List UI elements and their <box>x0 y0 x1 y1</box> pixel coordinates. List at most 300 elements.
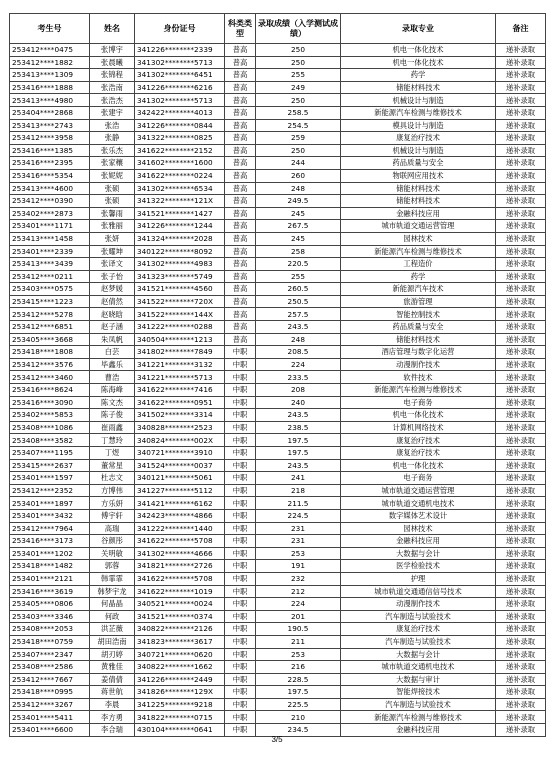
cell-exam-number: 253412****5278 <box>10 308 90 321</box>
cell-exam-number: 253401****3432 <box>10 509 90 522</box>
cell-major: 机械设计与制造 <box>341 144 496 157</box>
table-row <box>10 547 546 560</box>
cell-score: 224.5 <box>256 509 341 522</box>
cell-id-number: 340824********002X <box>135 434 225 447</box>
cell-category: 中职 <box>225 434 256 447</box>
cell-exam-number: 253412****0211 <box>10 270 90 283</box>
cell-remark: 递补录取 <box>496 421 546 434</box>
cell-name: 蒋世航 <box>90 686 135 699</box>
cell-major: 机电一体化技术 <box>341 409 496 422</box>
cell-remark: 递补录取 <box>496 459 546 472</box>
cell-category: 中职 <box>225 635 256 648</box>
table-row <box>10 384 546 397</box>
cell-major: 模具设计与制造 <box>341 119 496 132</box>
cell-name: 张子怡 <box>90 270 135 283</box>
cell-remark: 递补录取 <box>496 497 546 510</box>
cell-name: 关明敏 <box>90 547 135 560</box>
cell-exam-number: 253404****2868 <box>10 106 90 119</box>
cell-major: 药品质量与安全 <box>341 321 496 334</box>
table-row <box>10 44 546 57</box>
table-row <box>10 535 546 548</box>
cell-remark: 递补录取 <box>496 686 546 699</box>
cell-name: 张雅丽 <box>90 220 135 233</box>
cell-major: 数字媒体艺术设计 <box>341 509 496 522</box>
cell-id-number: 341802********7849 <box>135 346 225 359</box>
cell-id-number: 340504********1213 <box>135 333 225 346</box>
table-row <box>10 182 546 195</box>
cell-remark: 递补录取 <box>496 434 546 447</box>
cell-major: 城市轨道交通运营管理 <box>341 484 496 497</box>
cell-remark: 递补录取 <box>496 283 546 296</box>
cell-id-number: 341622********5708 <box>135 572 225 585</box>
cell-exam-number: 253413****2743 <box>10 119 90 132</box>
table-row <box>10 598 546 611</box>
cell-remark: 递补录取 <box>496 94 546 107</box>
cell-score: 243.5 <box>256 321 341 334</box>
cell-id-number: 341227********5112 <box>135 484 225 497</box>
cell-id-number: 341522********144X <box>135 308 225 321</box>
cell-id-number: 341221********5713 <box>135 371 225 384</box>
cell-major: 金融科技应用 <box>341 207 496 220</box>
cell-remark: 递补录取 <box>496 623 546 636</box>
cell-category: 普高 <box>225 69 256 82</box>
cell-category: 中职 <box>225 421 256 434</box>
cell-remark: 递补录取 <box>496 106 546 119</box>
cell-score: 267.5 <box>256 220 341 233</box>
cell-category: 中职 <box>225 396 256 409</box>
cell-exam-number: 253416****5354 <box>10 169 90 182</box>
cell-name: 李晨 <box>90 698 135 711</box>
cell-major: 计算机网络技术 <box>341 421 496 434</box>
cell-major: 机械设计与制造 <box>341 94 496 107</box>
cell-score: 208 <box>256 384 341 397</box>
cell-category: 普高 <box>225 144 256 157</box>
cell-name: 张浩 <box>90 119 135 132</box>
cell-remark: 递补录取 <box>496 711 546 724</box>
cell-name: 韩霏霏 <box>90 572 135 585</box>
cell-exam-number: 253401****1597 <box>10 472 90 485</box>
cell-major: 金融科技应用 <box>341 724 496 737</box>
cell-category: 中职 <box>225 598 256 611</box>
cell-category: 普高 <box>225 169 256 182</box>
cell-exam-number: 253413****3439 <box>10 258 90 271</box>
header-exam-number: 考生号 <box>10 14 90 44</box>
table-row <box>10 258 546 271</box>
cell-exam-number: 253401****1171 <box>10 220 90 233</box>
cell-id-number: 341222********1440 <box>135 522 225 535</box>
cell-name: 郭蓉 <box>90 560 135 573</box>
cell-category: 普高 <box>225 56 256 69</box>
cell-name: 李方勇 <box>90 711 135 724</box>
table-row <box>10 396 546 409</box>
cell-name: 何政 <box>90 610 135 623</box>
table-row <box>10 106 546 119</box>
cell-major: 新能源汽车检测与维修技术 <box>341 711 496 724</box>
cell-name: 陈文杰 <box>90 396 135 409</box>
header-major: 录取专业 <box>341 14 496 44</box>
cell-exam-number: 253401****2339 <box>10 245 90 258</box>
cell-id-number: 341225********9218 <box>135 698 225 711</box>
table-row <box>10 81 546 94</box>
table-row <box>10 333 546 346</box>
cell-exam-number: 253412****3576 <box>10 358 90 371</box>
cell-major: 储能材料技术 <box>341 333 496 346</box>
cell-category: 中职 <box>225 547 256 560</box>
cell-exam-number: 253401****1202 <box>10 547 90 560</box>
cell-remark: 递补录取 <box>496 245 546 258</box>
cell-id-number: 341302********6451 <box>135 69 225 82</box>
cell-remark: 递补录取 <box>496 648 546 661</box>
cell-remark: 递补录取 <box>496 673 546 686</box>
cell-id-number: 341226********0844 <box>135 119 225 132</box>
cell-remark: 递补录取 <box>496 585 546 598</box>
cell-major: 新能源汽车检测与维修技术 <box>341 245 496 258</box>
cell-category: 中职 <box>225 509 256 522</box>
cell-category: 中职 <box>225 346 256 359</box>
cell-score: 245 <box>256 207 341 220</box>
cell-category: 中职 <box>225 358 256 371</box>
cell-id-number: 430104********0641 <box>135 724 225 737</box>
cell-category: 中职 <box>225 409 256 422</box>
cell-exam-number: 253416****8624 <box>10 384 90 397</box>
cell-exam-number: 253416****1385 <box>10 144 90 157</box>
cell-exam-number: 253412****1882 <box>10 56 90 69</box>
cell-major: 储能材料技术 <box>341 81 496 94</box>
table-row <box>10 283 546 296</box>
cell-score: 211.5 <box>256 497 341 510</box>
cell-category: 中职 <box>225 472 256 485</box>
table-row <box>10 686 546 699</box>
cell-major: 机电一体化技术 <box>341 56 496 69</box>
table-row <box>10 409 546 422</box>
cell-name: 李合瑞 <box>90 724 135 737</box>
cell-id-number: 341226********6216 <box>135 81 225 94</box>
cell-score: 260.5 <box>256 283 341 296</box>
cell-exam-number: 253416****2395 <box>10 157 90 170</box>
cell-category: 普高 <box>225 81 256 94</box>
cell-remark: 递补录取 <box>496 358 546 371</box>
cell-remark: 递补录取 <box>496 661 546 674</box>
cell-exam-number: 253403****0575 <box>10 283 90 296</box>
cell-exam-number: 253412****3460 <box>10 371 90 384</box>
table-row <box>10 711 546 724</box>
cell-id-number: 342422********4013 <box>135 106 225 119</box>
cell-score: 260 <box>256 169 341 182</box>
cell-score: 254.5 <box>256 119 341 132</box>
cell-score: 238.5 <box>256 421 341 434</box>
cell-major: 康复治疗技术 <box>341 132 496 145</box>
cell-remark: 递补录取 <box>496 472 546 485</box>
cell-score: 243.5 <box>256 459 341 472</box>
cell-score: 201 <box>256 610 341 623</box>
cell-exam-number: 253413****4600 <box>10 182 90 195</box>
cell-score: 250 <box>256 56 341 69</box>
cell-id-number: 341602********1600 <box>135 157 225 170</box>
cell-category: 普高 <box>225 333 256 346</box>
cell-id-number: 340822********2126 <box>135 623 225 636</box>
cell-exam-number: 253418****1808 <box>10 346 90 359</box>
cell-name: 张硕 <box>90 195 135 208</box>
cell-remark: 递补录取 <box>496 207 546 220</box>
cell-remark: 递补录取 <box>496 182 546 195</box>
cell-id-number: 341521********1427 <box>135 207 225 220</box>
cell-category: 中职 <box>225 447 256 460</box>
cell-score: 224 <box>256 598 341 611</box>
cell-score: 210 <box>256 711 341 724</box>
cell-category: 中职 <box>225 661 256 674</box>
table-row <box>10 119 546 132</box>
cell-name: 傅宇轩 <box>90 509 135 522</box>
table-row <box>10 195 546 208</box>
cell-remark: 递补录取 <box>496 69 546 82</box>
cell-remark: 递补录取 <box>496 371 546 384</box>
cell-major: 康复治疗技术 <box>341 434 496 447</box>
cell-score: 248 <box>256 182 341 195</box>
cell-category: 普高 <box>225 232 256 245</box>
table-row <box>10 69 546 82</box>
cell-score: 248 <box>256 333 341 346</box>
cell-exam-number: 253408****2586 <box>10 661 90 674</box>
cell-id-number: 341221********3132 <box>135 358 225 371</box>
table-row <box>10 472 546 485</box>
cell-category: 中职 <box>225 648 256 661</box>
cell-category: 普高 <box>225 94 256 107</box>
cell-exam-number: 253413****4980 <box>10 94 90 107</box>
cell-category: 普高 <box>225 283 256 296</box>
cell-remark: 递补录取 <box>496 522 546 535</box>
cell-remark: 递补录取 <box>496 333 546 346</box>
table-row <box>10 245 546 258</box>
cell-remark: 递补录取 <box>496 321 546 334</box>
cell-category: 中职 <box>225 686 256 699</box>
cell-category: 普高 <box>225 258 256 271</box>
cell-remark: 递补录取 <box>496 635 546 648</box>
cell-id-number: 341226********2449 <box>135 673 225 686</box>
cell-category: 普高 <box>225 220 256 233</box>
cell-exam-number: 253408****1086 <box>10 421 90 434</box>
cell-exam-number: 253408****2053 <box>10 623 90 636</box>
cell-major: 动漫制作技术 <box>341 358 496 371</box>
cell-remark: 递补录取 <box>496 195 546 208</box>
cell-major: 智能控制技术 <box>341 308 496 321</box>
cell-major: 护理 <box>341 572 496 585</box>
cell-score: 250 <box>256 94 341 107</box>
cell-major: 大数据与会计 <box>341 648 496 661</box>
table-row <box>10 661 546 674</box>
cell-remark: 递补录取 <box>496 44 546 57</box>
cell-id-number: 341302********5713 <box>135 56 225 69</box>
table-row <box>10 509 546 522</box>
cell-exam-number: 253416****1888 <box>10 81 90 94</box>
cell-major: 软件技术 <box>341 371 496 384</box>
cell-exam-number: 253412****7964 <box>10 522 90 535</box>
cell-remark: 递补录取 <box>496 56 546 69</box>
cell-id-number: 341622********1019 <box>135 585 225 598</box>
cell-remark: 递补录取 <box>496 610 546 623</box>
table-row <box>10 585 546 598</box>
cell-category: 普高 <box>225 308 256 321</box>
cell-score: 197.5 <box>256 434 341 447</box>
page-number: 3/5 <box>271 735 283 744</box>
cell-category: 中职 <box>225 572 256 585</box>
cell-score: 220.5 <box>256 258 341 271</box>
cell-score: 249 <box>256 81 341 94</box>
cell-id-number: 341322********0825 <box>135 132 225 145</box>
cell-name: 毕鑫乐 <box>90 358 135 371</box>
cell-name: 陈子俊 <box>90 409 135 422</box>
cell-score: 191 <box>256 560 341 573</box>
cell-major: 城市轨道交通机电技术 <box>341 497 496 510</box>
cell-exam-number: 253415****2637 <box>10 459 90 472</box>
cell-exam-number: 253416****3090 <box>10 396 90 409</box>
cell-score: 240 <box>256 396 341 409</box>
table-row <box>10 132 546 145</box>
header-id-number: 身份证号 <box>135 14 225 44</box>
cell-major: 汽车制造与试验技术 <box>341 698 496 711</box>
cell-remark: 递补录取 <box>496 81 546 94</box>
cell-category: 中职 <box>225 560 256 573</box>
cell-id-number: 341302********4983 <box>135 258 225 271</box>
cell-major: 储能材料技术 <box>341 182 496 195</box>
cell-exam-number: 253405****0806 <box>10 598 90 611</box>
cell-exam-number: 253401****2121 <box>10 572 90 585</box>
table-row <box>10 207 546 220</box>
cell-major: 储能材料技术 <box>341 195 496 208</box>
cell-remark: 递补录取 <box>496 724 546 737</box>
table-row <box>10 673 546 686</box>
cell-category: 中职 <box>225 497 256 510</box>
table-row <box>10 169 546 182</box>
cell-remark: 递补录取 <box>496 132 546 145</box>
cell-category: 普高 <box>225 321 256 334</box>
cell-category: 中职 <box>225 698 256 711</box>
cell-score: 197.5 <box>256 686 341 699</box>
table-row <box>10 560 546 573</box>
cell-remark: 递补录取 <box>496 547 546 560</box>
cell-exam-number: 253412****0475 <box>10 44 90 57</box>
cell-remark: 递补录取 <box>496 484 546 497</box>
cell-name: 韩梦宇龙 <box>90 585 135 598</box>
cell-id-number: 341521********0374 <box>135 610 225 623</box>
cell-category: 普高 <box>225 119 256 132</box>
cell-id-number: 341522********720X <box>135 295 225 308</box>
cell-score: 211 <box>256 635 341 648</box>
table-row <box>10 321 546 334</box>
cell-name: 胡刃婷 <box>90 648 135 661</box>
cell-score: 225.5 <box>256 698 341 711</box>
cell-name: 赵梦媛 <box>90 283 135 296</box>
cell-id-number: 341302********6534 <box>135 182 225 195</box>
table-row <box>10 94 546 107</box>
cell-major: 药学 <box>341 270 496 283</box>
table-row <box>10 698 546 711</box>
cell-remark: 递补录取 <box>496 447 546 460</box>
cell-score: 232 <box>256 572 341 585</box>
cell-exam-number: 253416****3619 <box>10 585 90 598</box>
cell-id-number: 341524********0037 <box>135 459 225 472</box>
cell-id-number: 341322********121X <box>135 195 225 208</box>
cell-exam-number: 253412****3958 <box>10 132 90 145</box>
cell-category: 普高 <box>225 295 256 308</box>
cell-remark: 递补录取 <box>496 232 546 245</box>
cell-name: 张家穰 <box>90 157 135 170</box>
cell-major: 旅游管理 <box>341 295 496 308</box>
cell-major: 药学 <box>341 69 496 82</box>
cell-id-number: 341521********4560 <box>135 283 225 296</box>
table-row <box>10 421 546 434</box>
cell-score: 243.5 <box>256 409 341 422</box>
cell-id-number: 341821********2726 <box>135 560 225 573</box>
table-row <box>10 497 546 510</box>
cell-exam-number: 253402****5853 <box>10 409 90 422</box>
cell-category: 普高 <box>225 182 256 195</box>
cell-score: 224 <box>256 358 341 371</box>
header-name: 姓名 <box>90 14 135 44</box>
cell-category: 普高 <box>225 195 256 208</box>
cell-exam-number: 253418****0995 <box>10 686 90 699</box>
cell-remark: 递补录取 <box>496 384 546 397</box>
cell-major: 园林技术 <box>341 232 496 245</box>
cell-id-number: 341822********0715 <box>135 711 225 724</box>
cell-name: 姜倩倩 <box>90 673 135 686</box>
cell-id-number: 341324********2028 <box>135 232 225 245</box>
cell-score: 250.5 <box>256 295 341 308</box>
cell-remark: 递补录取 <box>496 295 546 308</box>
cell-id-number: 341823********3617 <box>135 635 225 648</box>
cell-major: 智能焊接技术 <box>341 686 496 699</box>
table-row <box>10 232 546 245</box>
cell-score: 250 <box>256 44 341 57</box>
cell-category: 中职 <box>225 610 256 623</box>
cell-id-number: 340521********0024 <box>135 598 225 611</box>
cell-score: 244 <box>256 157 341 170</box>
cell-score: 259 <box>256 132 341 145</box>
cell-category: 中职 <box>225 384 256 397</box>
cell-score: 245 <box>256 232 341 245</box>
cell-exam-number: 253401****5411 <box>10 711 90 724</box>
cell-name: 张硕 <box>90 182 135 195</box>
cell-name: 朱凤帆 <box>90 333 135 346</box>
cell-name: 张馨雨 <box>90 207 135 220</box>
cell-category: 中职 <box>225 623 256 636</box>
cell-remark: 递补录取 <box>496 560 546 573</box>
cell-major: 金融科技应用 <box>341 535 496 548</box>
table-row <box>10 144 546 157</box>
cell-major: 机电一体化技术 <box>341 44 496 57</box>
table-header-row <box>10 14 546 44</box>
cell-score: 258 <box>256 245 341 258</box>
cell-score: 233.5 <box>256 371 341 384</box>
header-remark: 备注 <box>496 14 546 44</box>
cell-score: 255 <box>256 69 341 82</box>
cell-id-number: 341226********1244 <box>135 220 225 233</box>
cell-name: 方博伟 <box>90 484 135 497</box>
cell-major: 医学检验技术 <box>341 560 496 573</box>
cell-exam-number: 253412****0390 <box>10 195 90 208</box>
cell-category: 中职 <box>225 484 256 497</box>
table-row <box>10 522 546 535</box>
cell-major: 大数据与审计 <box>341 673 496 686</box>
cell-category: 中职 <box>225 724 256 737</box>
cell-score: 228.5 <box>256 673 341 686</box>
cell-exam-number: 253407****2347 <box>10 648 90 661</box>
cell-exam-number: 253401****1897 <box>10 497 90 510</box>
cell-major: 城市轨道交通通信信号技术 <box>341 585 496 598</box>
table-row <box>10 623 546 636</box>
cell-exam-number: 253415****1223 <box>10 295 90 308</box>
cell-name: 张耀坤 <box>90 245 135 258</box>
cell-category: 普高 <box>225 207 256 220</box>
